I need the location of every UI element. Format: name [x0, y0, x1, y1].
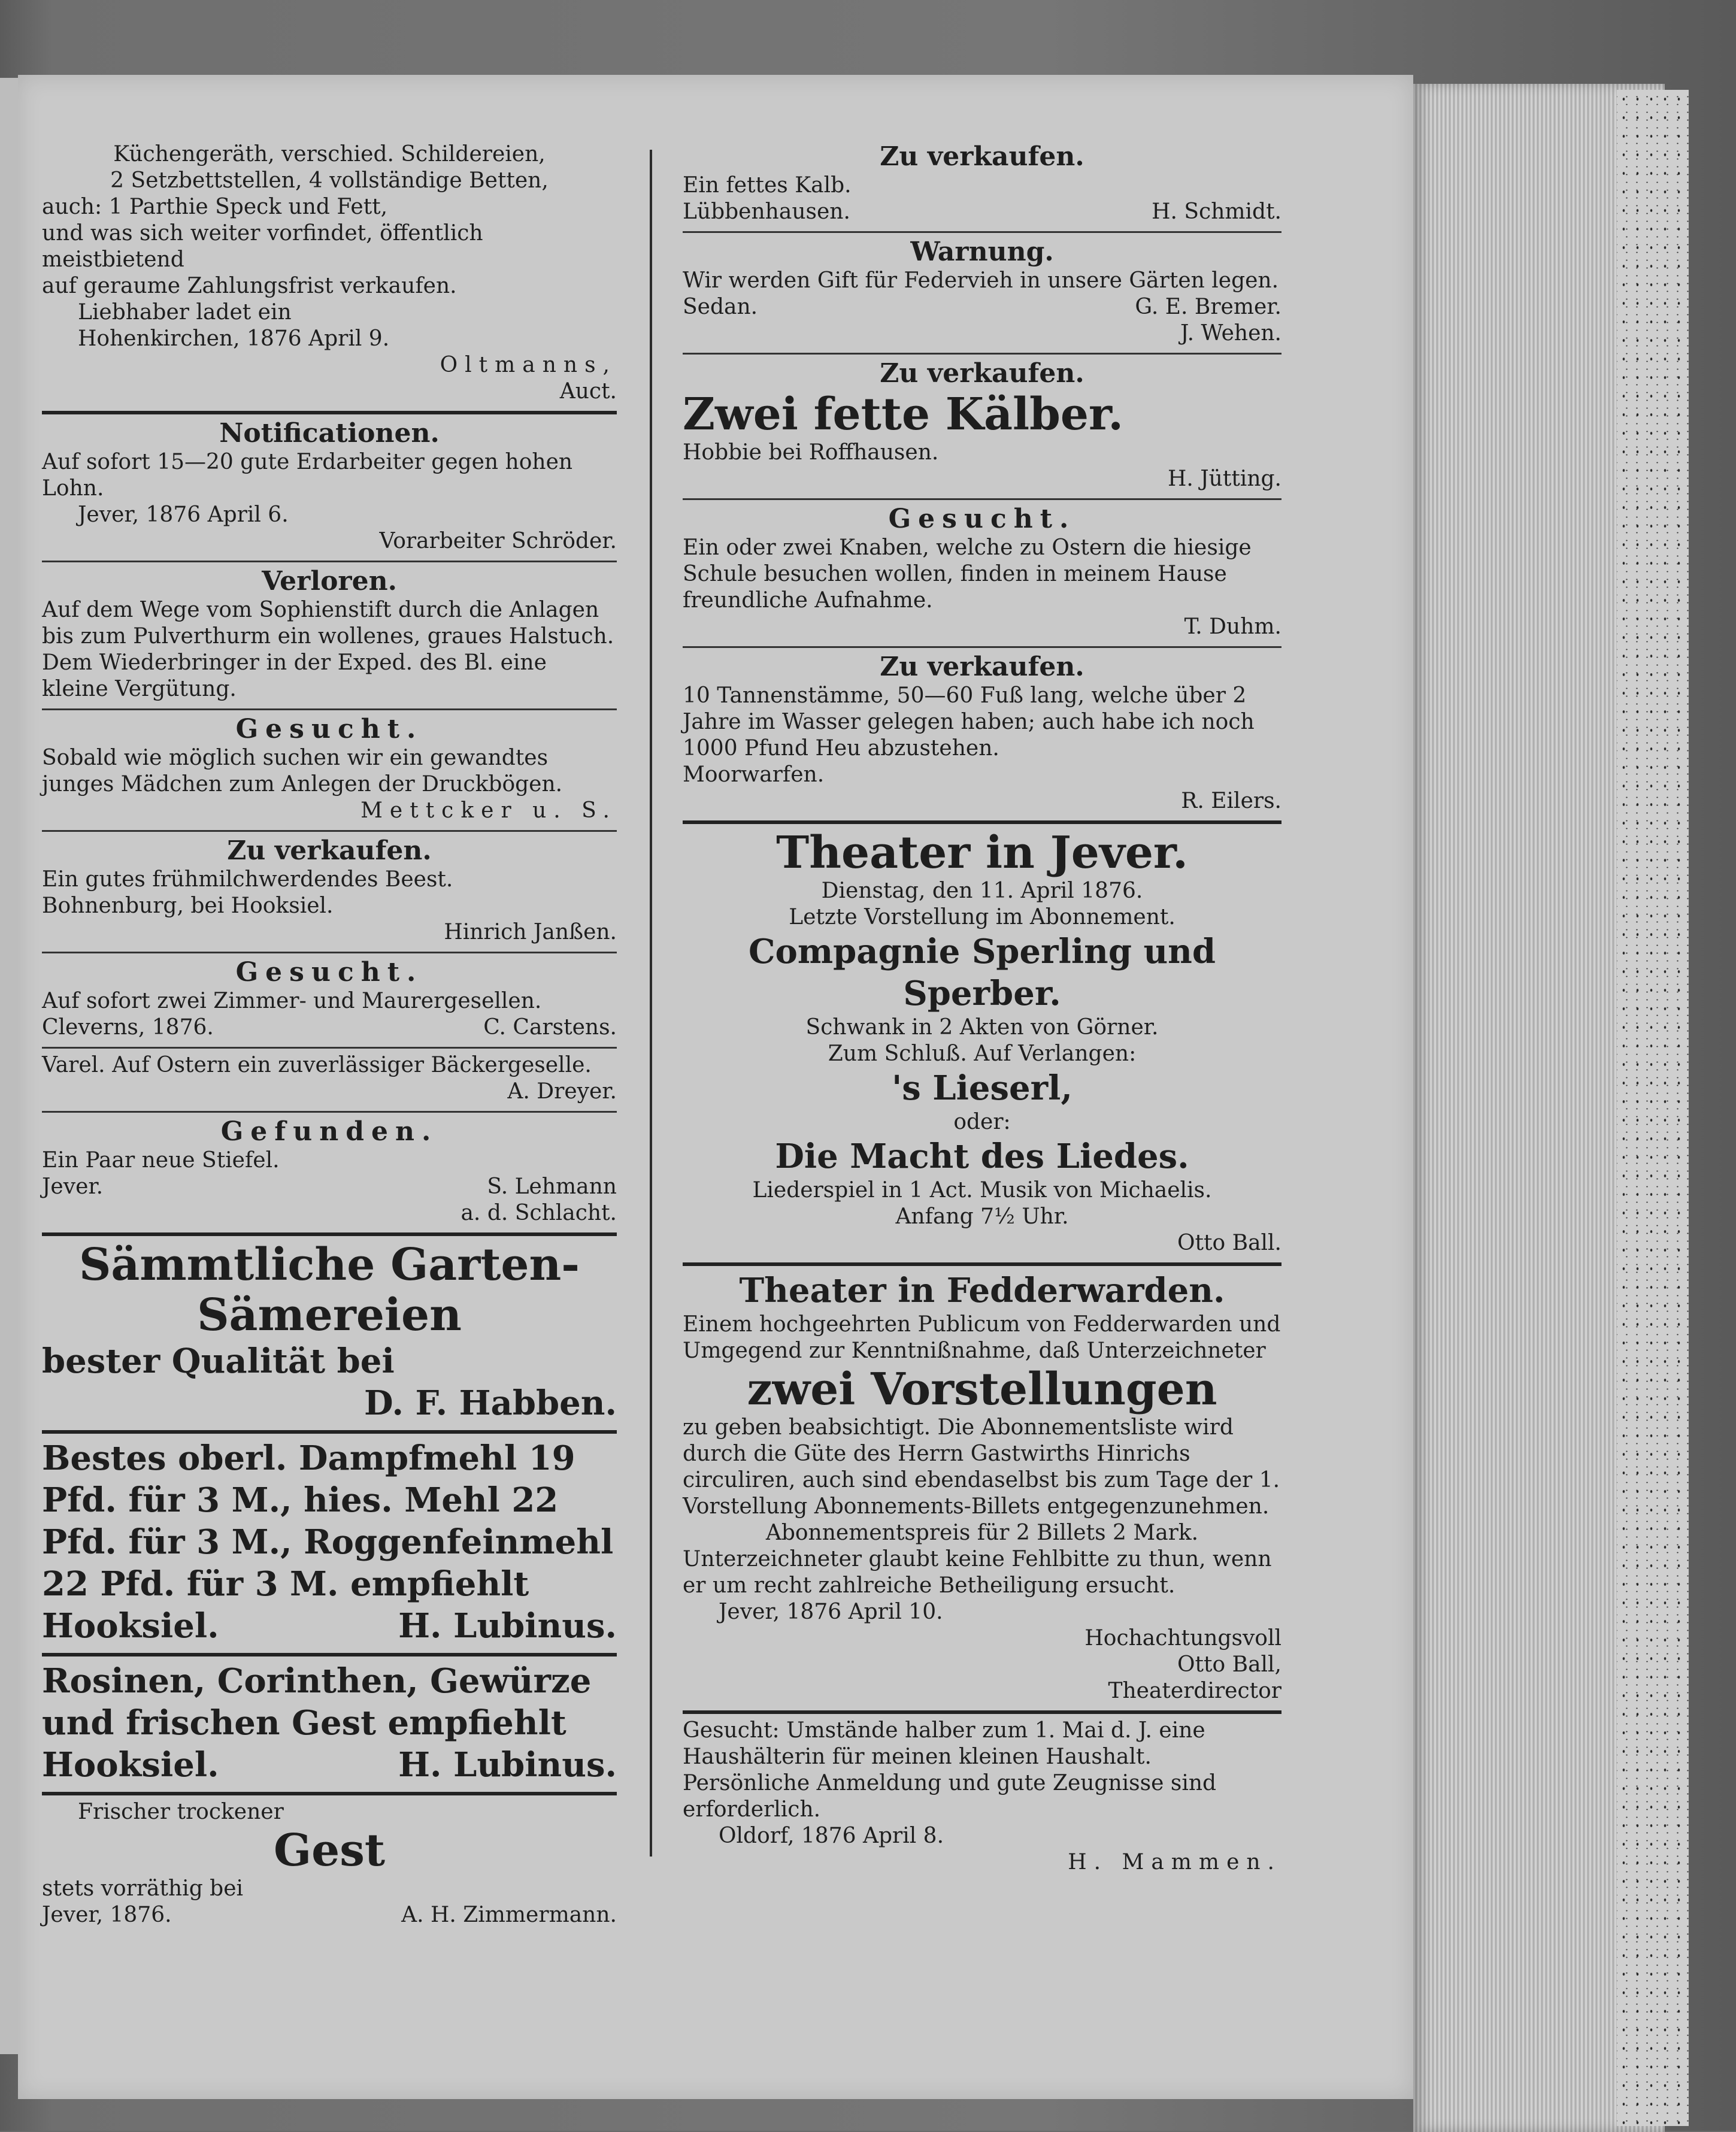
ad-signature: Vorarbeiter Schröder.: [379, 529, 617, 553]
auction-line: und was sich weiter vorfindet, öffentlich meistbietend: [42, 221, 483, 272]
ad-text: Liederspiel in 1 Act. Musik von Michaelis.: [752, 1178, 1212, 1203]
ad-heading: Warnung.: [910, 237, 1054, 267]
ad-headline: Sämmtliche Garten-: [78, 1239, 580, 1291]
seeds-ad: [42, 1236, 617, 1434]
ad-signature: C. Carstens.: [483, 1015, 617, 1040]
ad-play-title: Compagnie Sperling und Sperber.: [748, 932, 1216, 1013]
ad-signature: R. Eilers.: [1181, 789, 1281, 813]
ad-heading: Zu verkaufen.: [880, 358, 1084, 389]
ad-footer: [42, 1605, 617, 1647]
ad-text: Ein fettes Kalb.: [683, 173, 852, 198]
ad-footer: [42, 1902, 617, 1928]
ad-place: Moorwarfen.: [683, 762, 825, 787]
ad-place-date: Jever, 1876 April 10.: [719, 1600, 943, 1624]
ad-signature: H. Mammen.: [1068, 1850, 1281, 1874]
ad-headline: Sämereien: [197, 1289, 462, 1341]
auction-line: auf geraume Zahlungsfrist verkaufen.: [42, 274, 457, 298]
ad-play-title: Die Macht des Liedes.: [775, 1137, 1189, 1176]
wanted-ad: [42, 953, 617, 1049]
ad-text: oder:: [953, 1110, 1011, 1134]
ad-text: Auf sofort 15—20 gute Erdarbeiter gegen hohen Lohn.: [42, 450, 573, 501]
ad-place-date: Jever, 1876 April 6.: [78, 502, 289, 527]
ad-place: Lübbenhausen.: [683, 199, 850, 224]
ad-text: Gesucht: Umstände halber zum 1. Mai d. J. eine Haushälterin für meinen kleinen Haushalt. Persönliche Anmeldung und gute Zeugnisse sind erforderlich.: [683, 1718, 1217, 1822]
ad-signature: D. F. Habben.: [363, 1383, 617, 1423]
ad-text: Unterzeichneter glaubt keine Fehlbitte zu thun, wenn er um recht zahlreiche Betheiligung ersucht.: [683, 1547, 1272, 1598]
ad-heading: Zu verkaufen.: [880, 141, 1084, 172]
ad-signature: S. Lehmann: [487, 1174, 617, 1199]
ad-greeting: Hochachtungsvoll: [1084, 1626, 1281, 1651]
book-cover-speckled: [1617, 90, 1689, 2126]
ad-signature: a. d. Schlacht.: [460, 1201, 617, 1225]
ad-text: Ein gutes frühmilchwerdendes Beest.: [42, 867, 453, 892]
theater-fedderwarden-ad: [683, 1266, 1281, 1714]
sale-ad: [42, 832, 617, 953]
ad-text: zu geben beabsichtigt. Die Abonnementsliste wird durch die Güte des Herrn Gastwirths Hinrichs circuliren, auch sind ebendaselbst bis zum Tage der 1. Vorstellung Abonnements-Billets entgegenzunehmen.: [683, 1415, 1280, 1519]
yeast-ad: [42, 1795, 617, 1934]
ad-text: Sobald wie möglich suchen wir ein gewandtes junges Mädchen zum Anlegen der Druckbögen.: [42, 746, 563, 797]
notification-ad: [42, 414, 617, 562]
raisins-ad: [42, 1656, 617, 1795]
auction-title: Auct.: [559, 379, 617, 404]
sale-trees-ad: [683, 648, 1281, 824]
ad-signature-title: Theaterdirector: [1108, 1679, 1281, 1703]
wanted-ad: [42, 710, 617, 832]
found-ad: [42, 1113, 617, 1236]
lost-ad: [42, 562, 617, 710]
ad-signature: Otto Ball,: [1177, 1652, 1281, 1677]
ad-text: Auf sofort zwei Zimmer- und Maurergesellen.: [42, 989, 542, 1013]
ad-text: Varel. Auf Ostern ein zuverlässiger Bäckergeselle.: [42, 1053, 592, 1077]
warning-ad: [683, 233, 1281, 355]
ad-text: Wir werden Gift für Federvieh in unsere Gärten legen.: [683, 268, 1279, 293]
ad-place: Jever.: [42, 1174, 104, 1199]
ad-headline: Theater in Jever.: [776, 827, 1188, 879]
ad-place: Hooksiel.: [42, 1745, 219, 1785]
auction-notice: [42, 138, 617, 414]
auction-line: auch: 1 Parthie Speck und Fett,: [42, 195, 388, 219]
ad-text: Anfang 7½ Uhr.: [895, 1204, 1069, 1229]
ad-text: Schwank in 2 Akten von Görner.: [805, 1015, 1159, 1040]
ad-heading: Verloren.: [262, 566, 397, 596]
ad-footer: [683, 294, 1281, 320]
ad-subline: bester Qualität bei: [42, 1341, 395, 1381]
ad-place-date: Oldorf, 1876 April 8.: [719, 1824, 944, 1848]
auction-line: Küchengeräth, verschied. Schildereien,: [113, 142, 546, 166]
ad-date: Dienstag, den 11. April 1876.: [821, 879, 1143, 903]
ad-text: Letzte Vorstellung im Abonnement.: [789, 905, 1175, 929]
ad-headline: zwei Vorstellungen: [747, 1364, 1217, 1415]
ad-footer: [42, 1744, 617, 1786]
ad-text: Ein Paar neue Stiefel.: [42, 1148, 280, 1173]
right-column: [683, 138, 1281, 1882]
column-divider: [650, 150, 652, 1857]
ad-heading: Gesucht.: [235, 957, 423, 988]
auction-line: Liebhaber ladet ein: [78, 300, 292, 325]
ad-footer: [683, 199, 1281, 225]
ad-signature: T. Duhm.: [1184, 614, 1281, 639]
ad-heading: Notificationen.: [219, 418, 440, 449]
auction-name: Oltmanns,: [440, 353, 617, 377]
ad-heading: Gefunden.: [220, 1116, 438, 1147]
ad-text: Auf dem Wege vom Sophienstift durch die Anlagen bis zum Pulverthurm ein wollenes, graues Halstuch. Dem Wiederbringer in der Exped. des Bl. eine kleine Vergütung.: [42, 598, 614, 701]
auction-line: 2 Setzbettstellen, 4 vollständige Betten,: [110, 168, 549, 193]
ad-signature: A. H. Zimmermann.: [401, 1903, 617, 1927]
left-column: [42, 138, 617, 1934]
ad-place: Hooksiel.: [42, 1606, 219, 1646]
ad-signature: H. Lubinus.: [398, 1745, 617, 1785]
ad-heading: Zu verkaufen.: [227, 835, 432, 866]
ad-signature: Mettcker u. S.: [360, 798, 617, 823]
ad-signature: H. Lubinus.: [398, 1606, 617, 1646]
ad-signature: H. Jütting.: [1167, 467, 1281, 491]
varel-ad: [42, 1049, 617, 1113]
housekeeper-ad: [683, 1714, 1281, 1882]
ad-text: 10 Tannenstämme, 50—60 Fuß lang, welche über 2 Jahre im Wasser gelegen haben; auch habe ich noch 1000 Pfund Heu abzustehen.: [683, 683, 1255, 761]
ad-footer: [42, 1174, 617, 1200]
ad-text: Ein oder zwei Knaben, welche zu Ostern die hiesige Schule besuchen wollen, finden in meinem Hause freundliche Aufnahme.: [683, 535, 1252, 613]
ad-place: Hobbie bei Roffhausen.: [683, 440, 939, 465]
ad-signature: Otto Ball.: [1177, 1231, 1281, 1255]
ad-place: Cleverns, 1876.: [42, 1015, 214, 1040]
ad-place: Jever, 1876.: [42, 1903, 172, 1927]
ad-text: Einem hochgeehrten Publicum von Fedderwarden und Umgegend zur Kenntnißnahme, daß Unterzeichneter: [683, 1312, 1281, 1363]
ad-headline: Theater in Fedderwarden.: [739, 1271, 1225, 1310]
ad-heading: Gesucht.: [235, 714, 423, 744]
ad-heading: Gesucht.: [888, 504, 1076, 534]
ad-signature: Hinrich Janßen.: [444, 920, 617, 944]
ad-place: Sedan.: [683, 295, 758, 319]
ad-footer: [42, 1014, 617, 1041]
ad-signature: J. Wehen.: [1180, 321, 1281, 346]
ad-signature: A. Dreyer.: [507, 1079, 617, 1104]
ad-signature: G. E. Bremer.: [1135, 295, 1281, 319]
ad-text: Zum Schluß. Auf Verlangen:: [828, 1041, 1137, 1066]
ad-play-title: 's Lieserl,: [892, 1068, 1072, 1108]
ad-headline: Zwei fette Kälber.: [683, 389, 1123, 440]
ad-signature: H. Schmidt.: [1152, 199, 1281, 224]
ad-heading: Zu verkaufen.: [880, 652, 1084, 682]
ad-headline: Gest: [273, 1825, 386, 1876]
ad-text: stets vorräthig bei: [42, 1876, 244, 1901]
sale-calf-ad: [683, 138, 1281, 233]
ad-text: Abonnementspreis für 2 Billets 2 Mark.: [765, 1521, 1199, 1545]
theater-jever-ad: [683, 824, 1281, 1266]
ad-text: Frischer trockener: [78, 1800, 284, 1824]
flour-ad: [42, 1434, 617, 1656]
auction-place-date: Hohenkirchen, 1876 April 9.: [78, 326, 390, 351]
ad-text: Bestes oberl. Dampfmehl 19 Pfd. für 3 M., hies. Mehl 22 Pfd. für 3 M., Roggenfeinmehl 22 Pfd. für 3 M. empfiehlt: [42, 1439, 614, 1604]
ad-place: Bohnenburg, bei Hooksiel.: [42, 894, 334, 918]
sale-calves-ad: [683, 355, 1281, 500]
previous-page-edge: [0, 78, 18, 2054]
ad-text: Rosinen, Corinthen, Gewürze und frischen Gest empfiehlt: [42, 1661, 592, 1743]
wanted-boys-ad: [683, 500, 1281, 648]
